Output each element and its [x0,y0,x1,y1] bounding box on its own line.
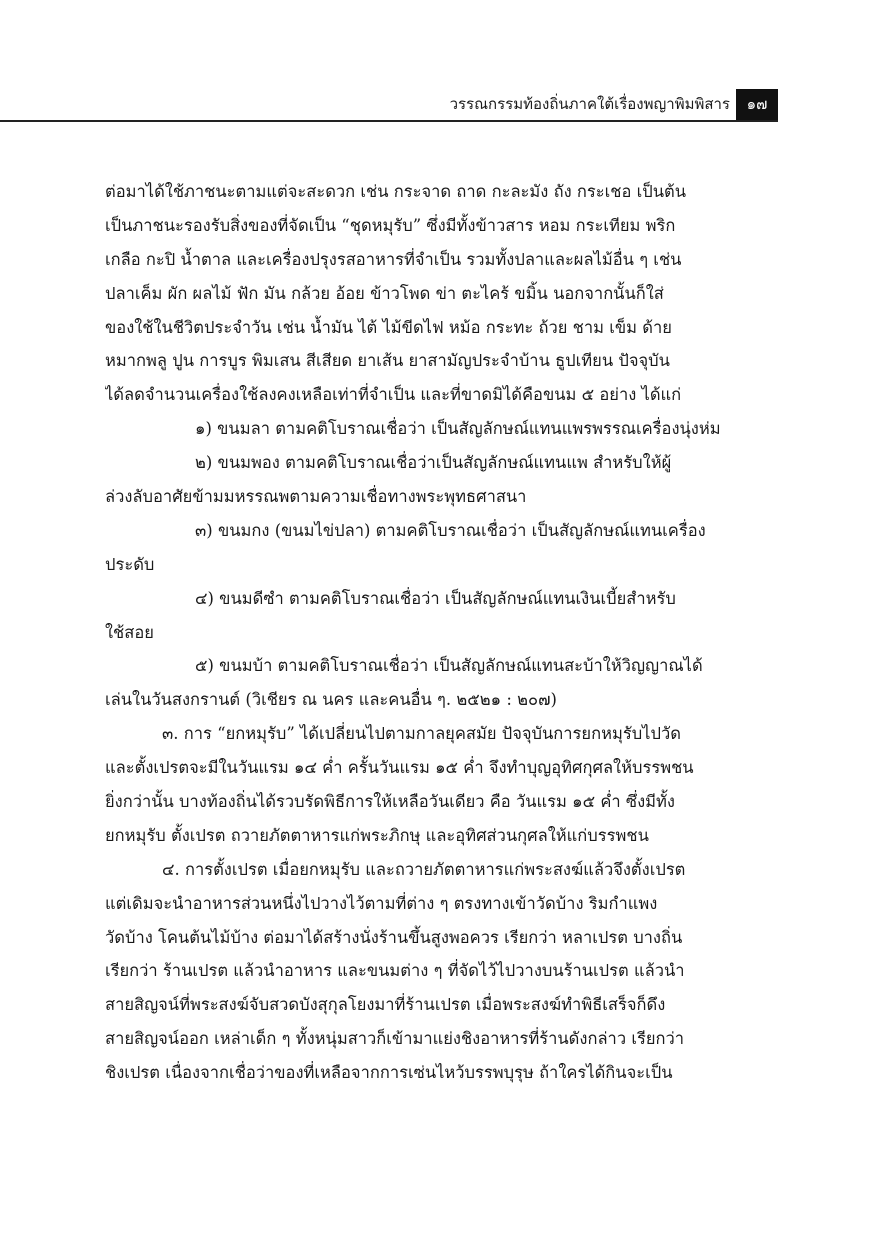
text-line: ยกหมุรับ ตั้งเปรต ถวายภัตตาหารแก่พระภิกษุ และอุทิศส่วนกุศลให้แก่บรรพชน [105,825,649,845]
text-line: เกลือ กะปิ น้ำตาล และเครื่องปรุงรสอาหารที่จำเป็น รวมทั้งปลาและผลไม้อื่น ๆ เช่น [105,249,682,269]
text-line: แต่เดิมจะนำอาหารส่วนหนึ่งไปวางไว้ตามที่ต่าง ๆ ตรงทางเข้าวัดบ้าง ริมกำแพง [105,893,658,913]
text-line: สายสิญจน์ออก เหล่าเด็ก ๆ ทั้งหนุ่มสาวก็เข้ามาแย่งชิงอาหารที่ร้านดังกล่าว เรียกว่า [105,1029,685,1049]
text-line: เรียกว่า ร้านเปรต แล้วนำอาหาร และขนมต่าง ๆ ที่จัดไว้ไปวางบนร้านเปรต แล้วนำ [105,961,685,981]
text-line: ยิ่งกว่านั้น บางท้องถิ่นได้รวบรัดพิธีการให้เหลือวันเดียว คือ วันแรม ๑๕ ค่ำ ซึ่งมีทั้ง [105,792,675,812]
list-item-continuation: ล่วงลับอาศัยข้ามมหรรณพตามความเชื่อทางพระพุทธศาสนา [105,487,527,507]
text-line: วัดบ้าง โคนต้นไม้บ้าง ต่อมาได้สร้างนั่งร้านขึ้นสูงพอควร เรียกว่า หลาเปรต บางถิ่น [105,927,683,947]
list-item: ๑) ขนมลา ตามคติโบราณเชื่อว่า เป็นสัญลักษณ์แทนแพรพรรณเครื่องนุ่งห่ม [195,419,721,439]
list-item-continuation: ใช้สอย [105,622,154,642]
list-item: ๕) ขนมบ้า ตามคติโบราณเชื่อว่า เป็นสัญลักษณ์แทนสะบ้าให้วิญญาณได้ [195,656,703,676]
paragraph-start: ๔. การตั้งเปรต เมื่อยกหมุรับ และถวายภัตตาหารแก่พระสงฆ์แล้วจึงตั้งเปรต [162,859,686,879]
text-line: ปลาเค็ม ผัก ผลไม้ ฟัก มัน กล้วย อ้อย ข้าวโพด ข่า ตะไคร้ ขมิ้น นอกจากนั้นก็ใส่ [105,283,664,303]
list-item: ๓) ขนมกง (ขนมไข่ปลา) ตามคติโบราณเชื่อว่า เป็นสัญลักษณ์แทนเครื่อง [195,520,706,540]
list-item: ๔) ขนมดีซำ ตามคติโบราณเชื่อว่า เป็นสัญลักษณ์แทนเงินเบี้ยสำหรับ [195,588,676,608]
text-line: เป็นภาชนะรองรับสิ่งของที่จัดเป็น “ชุดหมุรับ” ซึ่งมีทั้งข้าวสาร หอม กระเทียม พริก [105,215,676,235]
header-title: วรรณกรรมท้องถิ่นภาคใต้เรื่องพญาพิมพิสาร [449,95,730,113]
list-item: ๒) ขนมพอง ตามคติโบราณเชื่อว่าเป็นสัญลักษณ์แทนแพ สำหรับให้ผู้ [195,453,672,473]
text-line: หมากพลู ปูน การบูร พิมเสน สีเสียด ยาเส้น ยาสามัญประจำบ้าน ธูปเทียน ปัจจุบัน [105,351,670,371]
list-item-continuation: ประดับ [105,554,155,574]
body-text [105,175,778,1090]
text-line: ต่อมาได้ใช้ภาชนะตามแต่จะสะดวก เช่น กระจาด ถาด กะละมัง ถัง กระเชอ เป็นต้น [105,182,686,201]
text-line: ชิงเปรต เนื่องจากเชื่อว่าของที่เหลือจากการเซ่นไหว้บรรพบุรุษ ถ้าใครได้กินจะเป็น [105,1063,673,1083]
list-item-continuation: เล่นในวันสงกรานต์ (วิเชียร ณ นคร และคนอื่น ๆ. ๒๕๒๑ : ๒๐๗) [105,690,557,710]
running-header [0,86,778,122]
paragraph-start: ๓. การ “ยกหมุรับ” ได้เปลี่ยนไปตามกาลยุคสมัย ปัจจุบันการยกหมุรับไปวัด [162,724,681,744]
text-line: สายสิญจน์ที่พระสงฆ์จับสวดบังสุกุลโยงมาที่ร้านเปรต เมื่อพระสงฆ์ทำพิธีเสร็จก็ดึง [105,995,666,1015]
text-line: และตั้งเปรตจะมีในวันแรม ๑๔ ค่ำ ครั้นวันแรม ๑๕ ค่ำ จึงทำบุญอุทิศกุศลให้บรรพชน [105,758,694,778]
text-line: ของใช้ในชีวิตประจำวัน เช่น น้ำมัน ไต้ ไม้ขีดไฟ หม้อ กระทะ ถ้วย ชาม เข็ม ด้าย [105,317,672,337]
text-line: ได้ลดจำนวนเครื่องใช้ลงคงเหลือเท่าที่จำเป็น และที่ขาดมิได้คือขนม ๕ อย่าง ได้แก่ [105,385,682,405]
page-number: ๑๗ [736,89,778,120]
